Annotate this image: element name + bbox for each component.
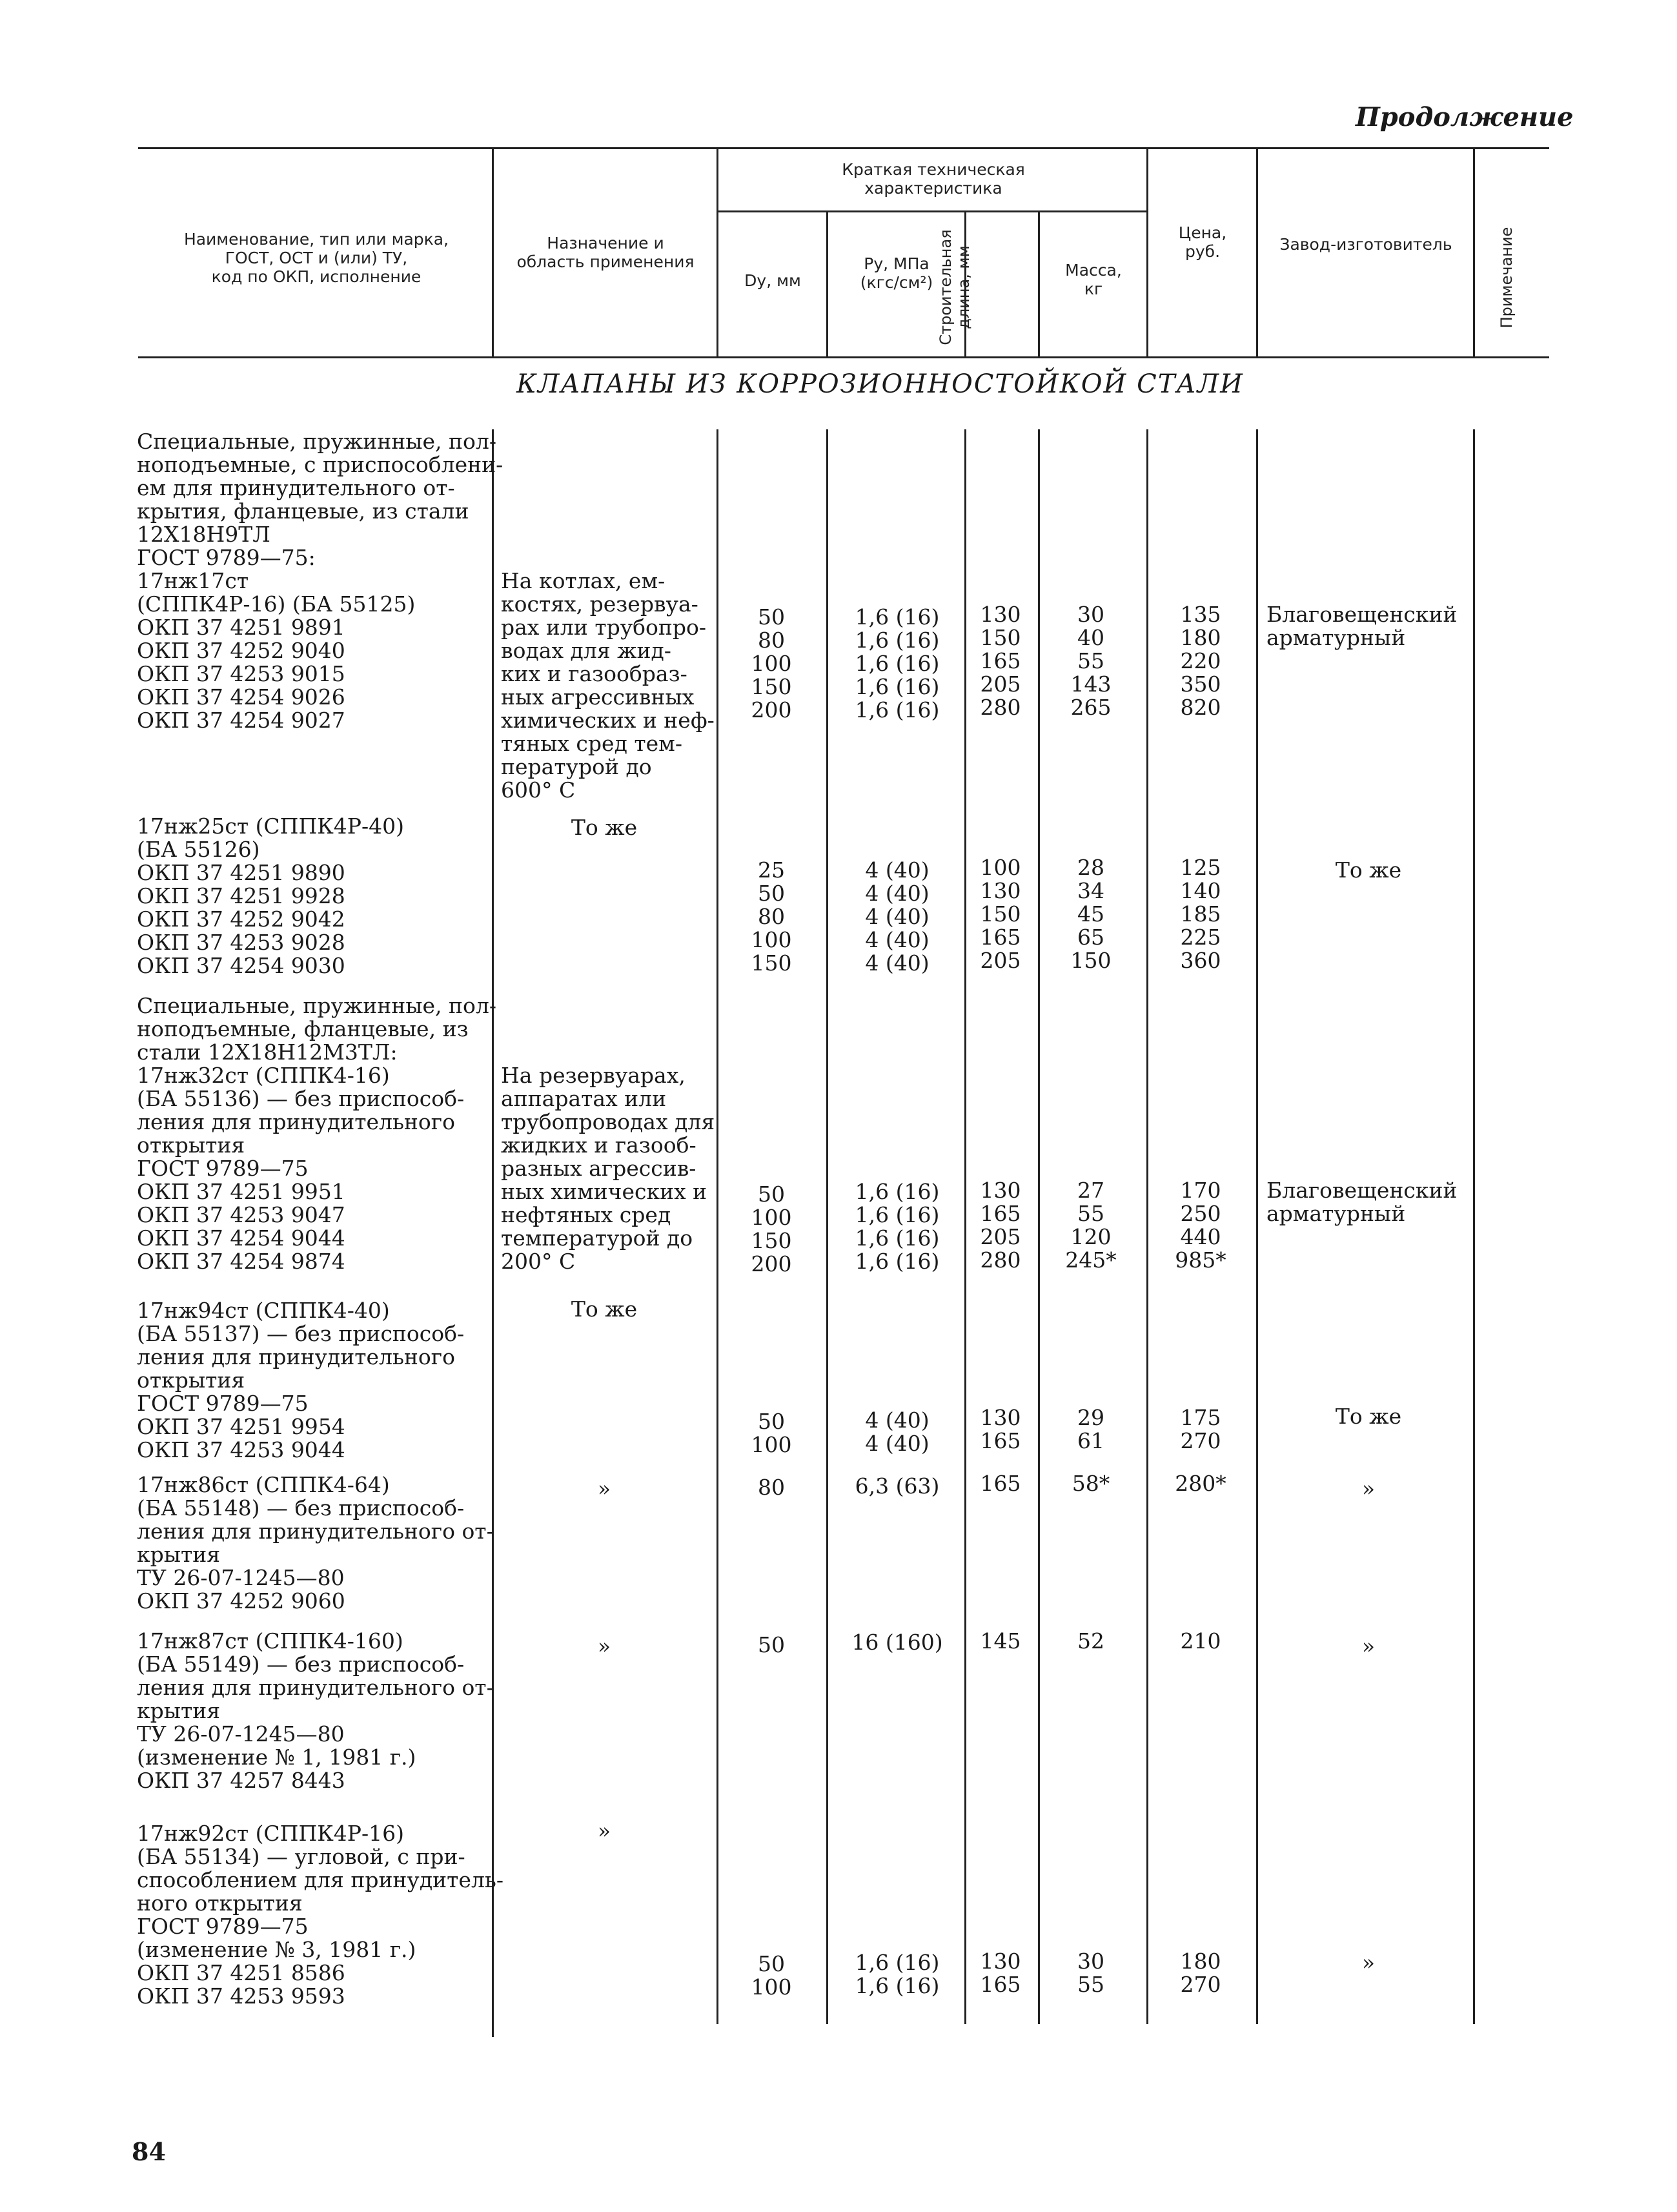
continuation-label: Продолжение bbox=[1356, 102, 1574, 132]
block-manufacturer: » bbox=[1361, 1950, 1376, 1975]
block-mass: 27 55 120 245* bbox=[1065, 1178, 1117, 1273]
block-length: 130 165 205 280 bbox=[980, 1178, 1021, 1273]
tech-group-rule bbox=[718, 210, 1148, 212]
header-mass: Масса, кг bbox=[1065, 261, 1122, 298]
header-divider bbox=[1256, 148, 1258, 356]
block-mass: 52 bbox=[1077, 1628, 1104, 1654]
column-divider bbox=[1473, 429, 1475, 2024]
block-py: 16 (160) bbox=[851, 1630, 943, 1655]
block-purpose: То же bbox=[571, 1296, 638, 1322]
block-purpose: » bbox=[597, 1476, 611, 1501]
block-name: 17нж87ст (СППК4-160) (БА 55149) — без приспособ- ления для принудительного от- крытия ТУ 26-07-1245—80 (изменение № 1, 1981 г.) ОКП 37 4257 8443 bbox=[137, 1628, 494, 1793]
header-divider bbox=[1038, 212, 1040, 356]
header-divider bbox=[826, 212, 828, 356]
block-name: 17нж25ст (СППК4Р-40) (БА 55126) ОКП 37 4251 9890 ОКП 37 4251 9928 ОКП 37 4252 9042 ОКП 37 4253 9028 ОКП 37 4254 9030 bbox=[137, 814, 404, 978]
block-length: 130 150 165 205 280 bbox=[980, 602, 1021, 720]
header-py: Pу, МПа (кгс/см²) bbox=[860, 254, 933, 292]
header-divider bbox=[1473, 148, 1475, 356]
page-number: 84 bbox=[132, 2137, 166, 2166]
block-py: 1,6 (16) 1,6 (16) 1,6 (16) 1,6 (16) bbox=[855, 1179, 940, 1274]
table-top-rule bbox=[138, 147, 1549, 149]
block-dy: 50 bbox=[758, 1632, 785, 1657]
block-name: 17нж94ст (СППК4-40) (БА 55137) — без приспособ- ления для принудительного открытия ГОСТ 9789—75 ОКП 37 4251 9954 ОКП 37 4253 9044 bbox=[137, 1298, 465, 1462]
block-mass: 30 40 55 143 265 bbox=[1070, 602, 1112, 720]
header-note: Примечание bbox=[1498, 227, 1516, 329]
block-name: 17нж86ст (СППК4-64) (БА 55148) — без приспособ- ления для принудительного от- крытия ТУ 26-07-1245—80 ОКП 37 4252 9060 bbox=[137, 1472, 494, 1613]
column-divider bbox=[1256, 429, 1258, 2024]
block-manufacturer: » bbox=[1361, 1633, 1376, 1659]
header-price: Цена, руб. bbox=[1178, 223, 1227, 261]
section-title: КЛАПАНЫ ИЗ КОРРОЗИОННОСТОЙКОЙ СТАЛИ bbox=[516, 369, 1244, 399]
block-name: 17нж92ст (СППК4Р-16) (БА 55134) — угловой, с при- способлением для принудитель- ного открытия ГОСТ 9789—75 (изменение № 3, 1981 г.) ОКП 37 4251 8586 ОКП 37 4253 9593 bbox=[137, 1821, 504, 2009]
block-length: 130 165 bbox=[980, 1405, 1021, 1453]
block-dy: 50 100 150 200 bbox=[751, 1182, 792, 1276]
block-price: 210 bbox=[1180, 1628, 1221, 1654]
block-py: 1,6 (16) 1,6 (16) 1,6 (16) 1,6 (16) 1,6 (16) bbox=[855, 604, 940, 722]
block-price: 170 250 440 985* bbox=[1175, 1178, 1226, 1273]
block-dy: 25 50 80 100 150 bbox=[751, 857, 792, 976]
block-manufacturer: » bbox=[1361, 1476, 1376, 1501]
block-manufacturer: То же bbox=[1335, 1404, 1402, 1429]
block-purpose: » bbox=[597, 1633, 611, 1659]
header-tech-group: Краткая техническая характеристика bbox=[842, 160, 1025, 198]
block-length: 165 bbox=[980, 1471, 1021, 1496]
column-divider bbox=[1038, 429, 1040, 2024]
table-header-bottom-rule bbox=[138, 356, 1549, 358]
header-dy: Dу, мм bbox=[744, 271, 801, 290]
block-length: 130 165 bbox=[980, 1949, 1021, 1997]
block-price: 280* bbox=[1175, 1471, 1226, 1496]
block-name: Специальные, пружинные, пол- ноподъемные, с приспособлени- ем для принудительного от- крытия, фланцевые, из стали 12Х18Н9ТЛ ГОСТ 9789—75: 17нж17ст (СППК4Р-16) (БА 55125) ОКП 37 4251 9891 ОКП 37 4252 9040 ОКП 37 4253 9015 ОКП 37 4254 9026 ОКП 37 4254 9027 bbox=[137, 429, 503, 733]
block-mass: 30 55 bbox=[1077, 1949, 1104, 1997]
block-mass: 58* bbox=[1072, 1471, 1110, 1496]
block-purpose: На котлах, ем- костях, резервуа- рах или трубопро- водах для жид- ких и газообраз- ных агрессивных химических и неф- тяных сред тем- пературой до 600° С bbox=[501, 568, 715, 803]
block-length: 100 130 150 165 205 bbox=[980, 855, 1021, 973]
column-divider bbox=[1146, 429, 1148, 2024]
block-py: 4 (40) 4 (40) bbox=[865, 1408, 930, 1456]
block-purpose: » bbox=[597, 1818, 611, 1843]
block-price: 125 140 185 225 360 bbox=[1180, 855, 1221, 973]
header-manufacturer: Завод-изготовитель bbox=[1279, 235, 1452, 254]
header-divider bbox=[717, 148, 718, 356]
block-manufacturer: Благовещенский арматурный bbox=[1266, 1178, 1458, 1226]
column-divider bbox=[964, 429, 966, 2024]
block-price: 180 270 bbox=[1180, 1949, 1221, 1997]
column-divider bbox=[826, 429, 828, 2024]
block-name: Специальные, пружинные, пол- ноподъемные, фланцевые, из стали 12Х18Н12М3ТЛ: 17нж32ст (СППК4-16) (БА 55136) — без приспособ- ления для принудительного открытия ГОСТ 9789—75 ОКП 37 4251 9951 ОКП 37 4253 9047 ОКП 37 4254 9044 ОКП 37 4254 9874 bbox=[137, 993, 496, 1274]
block-manufacturer: То же bbox=[1335, 857, 1402, 883]
block-purpose: То же bbox=[571, 815, 638, 840]
block-py: 1,6 (16) 1,6 (16) bbox=[855, 1950, 940, 1998]
header-divider bbox=[492, 148, 494, 356]
block-mass: 29 61 bbox=[1077, 1405, 1104, 1453]
header-length: Строительная длина, мм bbox=[937, 229, 973, 345]
block-manufacturer: Благовещенский арматурный bbox=[1266, 602, 1458, 650]
block-dy: 50 100 bbox=[751, 1951, 792, 2000]
block-price: 135 180 220 350 820 bbox=[1180, 602, 1221, 720]
block-mass: 28 34 45 65 150 bbox=[1070, 855, 1112, 973]
block-dy: 50 100 bbox=[751, 1409, 792, 1457]
block-dy: 80 bbox=[758, 1475, 785, 1500]
block-length: 145 bbox=[980, 1628, 1021, 1654]
block-purpose: На резервуарах, аппаратах или трубопроводах для жидких и газооб- разных агрессив- ных химических и нефтяных сред температурой до 200° С bbox=[501, 1063, 715, 1274]
block-dy: 50 80 100 150 200 bbox=[751, 604, 792, 722]
block-py: 4 (40) 4 (40) 4 (40) 4 (40) 4 (40) bbox=[865, 857, 930, 976]
column-divider bbox=[717, 429, 718, 2024]
block-py: 6,3 (63) bbox=[855, 1473, 940, 1499]
header-purpose: Назначение и область применения bbox=[516, 234, 695, 271]
block-price: 175 270 bbox=[1180, 1405, 1221, 1453]
header-name: Наименование, тип или марка, ГОСТ, ОСТ и (или) ТУ, код по ОКП, исполнение bbox=[183, 230, 449, 286]
header-divider bbox=[1146, 148, 1148, 356]
